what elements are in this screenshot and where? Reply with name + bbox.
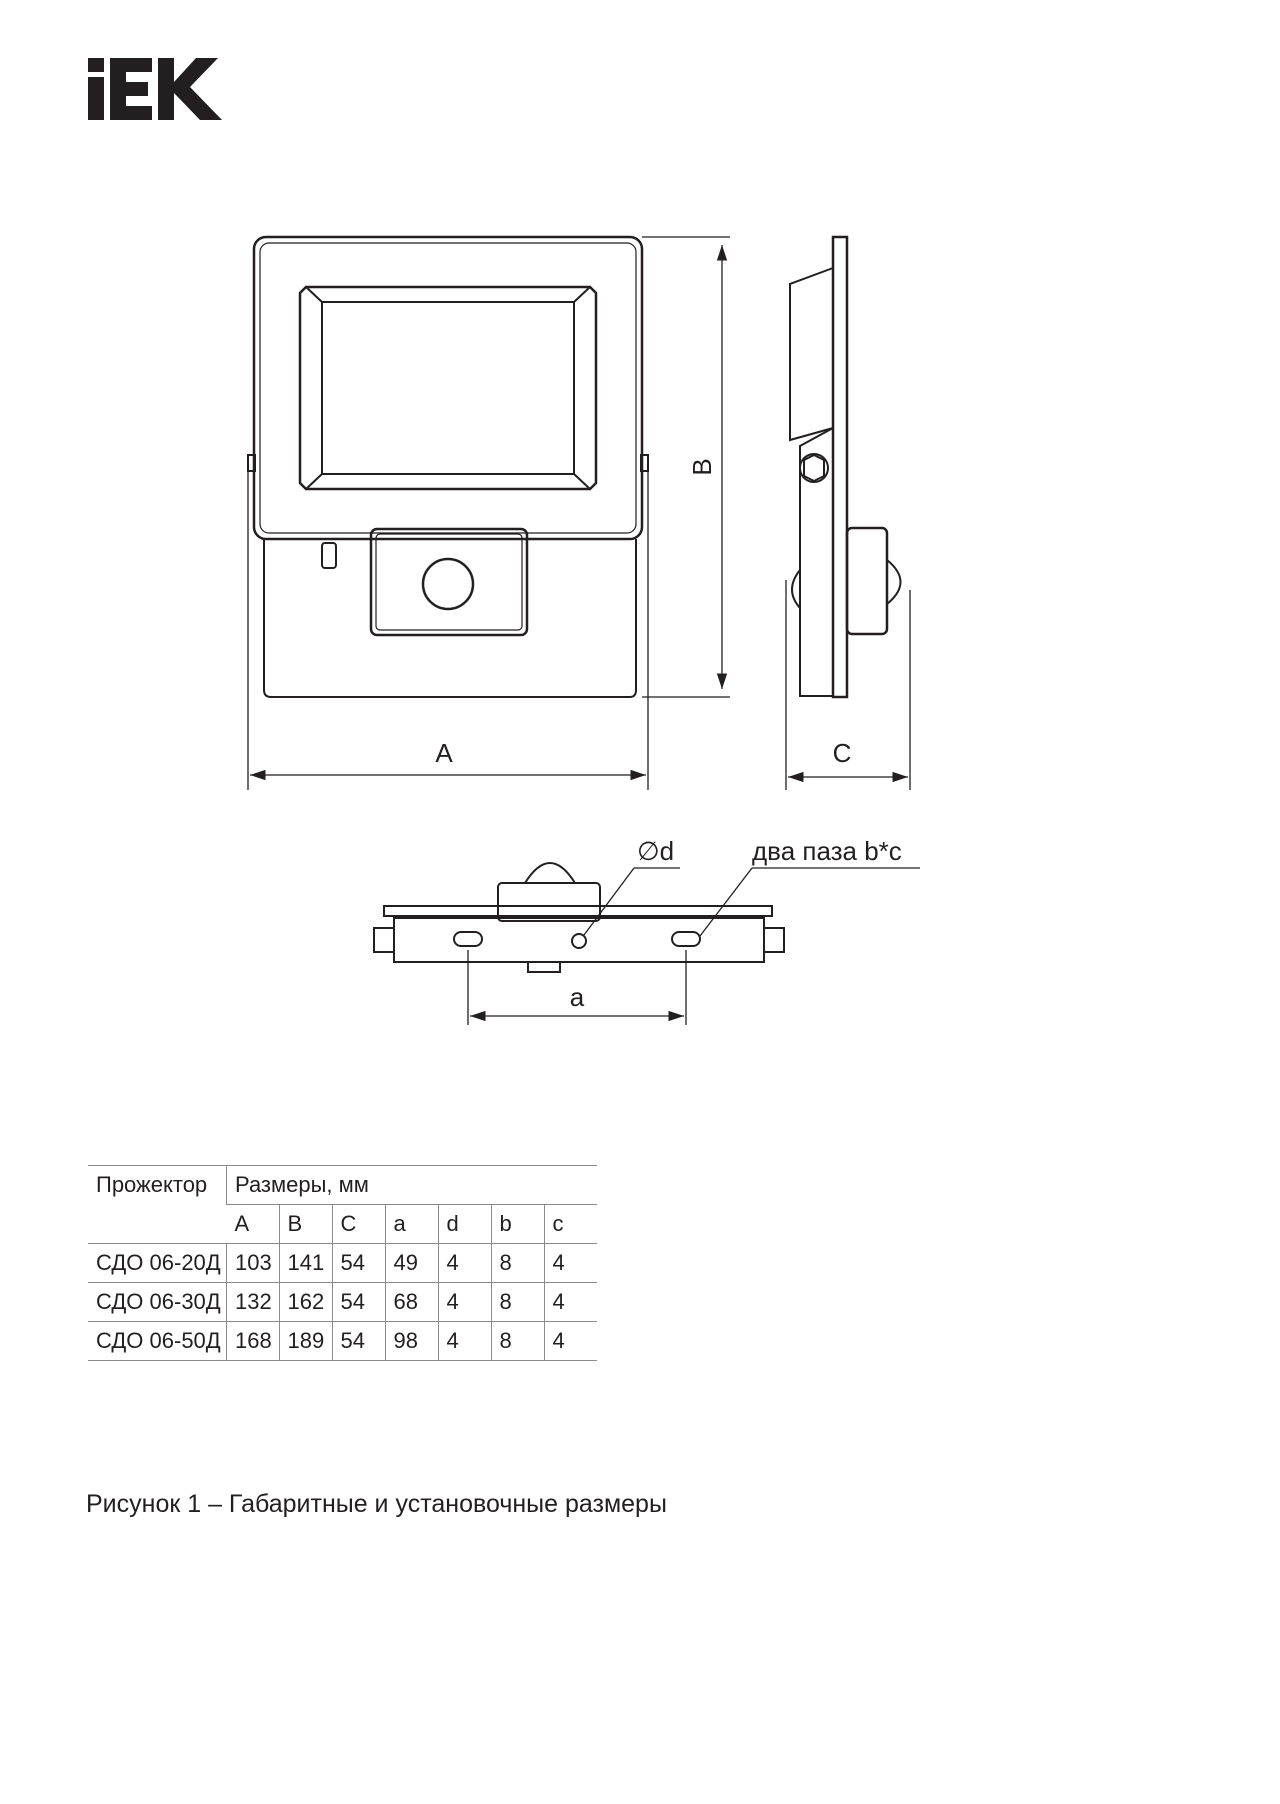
cell-c: 4 — [544, 1322, 597, 1361]
cell-a: 68 — [385, 1283, 438, 1322]
table-row — [88, 1244, 597, 1283]
table-header-row — [88, 1166, 597, 1205]
col-a: a — [385, 1205, 438, 1244]
bottom-view — [374, 863, 784, 972]
col-B: B — [279, 1205, 332, 1244]
cell-b: 8 — [491, 1244, 544, 1283]
dim-label-slots: два паза b*c — [752, 836, 902, 866]
cell-B: 189 — [279, 1322, 332, 1361]
front-view — [248, 237, 648, 697]
table-row — [88, 1322, 597, 1361]
figure-caption: Рисунок 1 – Габаритные и установочные размеры — [86, 1490, 667, 1518]
cell-d: 4 — [438, 1322, 491, 1361]
dim-label-c-depth: C — [832, 738, 852, 768]
header-model: Прожектор — [88, 1166, 227, 1244]
cell-d: 4 — [438, 1283, 491, 1322]
cell-c: 4 — [544, 1283, 597, 1322]
model-name: СДО 06-50Д — [88, 1322, 227, 1361]
cell-C: 54 — [332, 1322, 385, 1361]
dim-label-a-width: A — [435, 738, 453, 768]
cell-a: 49 — [385, 1244, 438, 1283]
col-c: c — [544, 1205, 597, 1244]
model-name: СДО 06-20Д — [88, 1244, 227, 1283]
cell-B: 162 — [279, 1283, 332, 1322]
col-d: d — [438, 1205, 491, 1244]
col-C: C — [332, 1205, 385, 1244]
cell-b: 8 — [491, 1283, 544, 1322]
dimensions-table — [88, 1165, 597, 1361]
cell-C: 54 — [332, 1283, 385, 1322]
model-name: СДО 06-30Д — [88, 1283, 227, 1322]
cell-A: 168 — [227, 1322, 280, 1361]
cell-B: 141 — [279, 1244, 332, 1283]
dim-label-hole-diameter: ∅d — [637, 836, 675, 866]
col-A: A — [227, 1205, 280, 1244]
cell-A: 103 — [227, 1244, 280, 1283]
cell-b: 8 — [491, 1322, 544, 1361]
cell-c: 4 — [544, 1244, 597, 1283]
cell-A: 132 — [227, 1283, 280, 1322]
cell-a: 98 — [385, 1322, 438, 1361]
dim-label-a-spacing: a — [569, 982, 585, 1012]
col-b: b — [491, 1205, 544, 1244]
side-view — [790, 237, 901, 697]
cell-d: 4 — [438, 1244, 491, 1283]
table-row — [88, 1283, 597, 1322]
dim-label-b-height: B — [687, 458, 717, 476]
header-dimensions: Размеры, мм — [227, 1166, 597, 1205]
cell-C: 54 — [332, 1244, 385, 1283]
